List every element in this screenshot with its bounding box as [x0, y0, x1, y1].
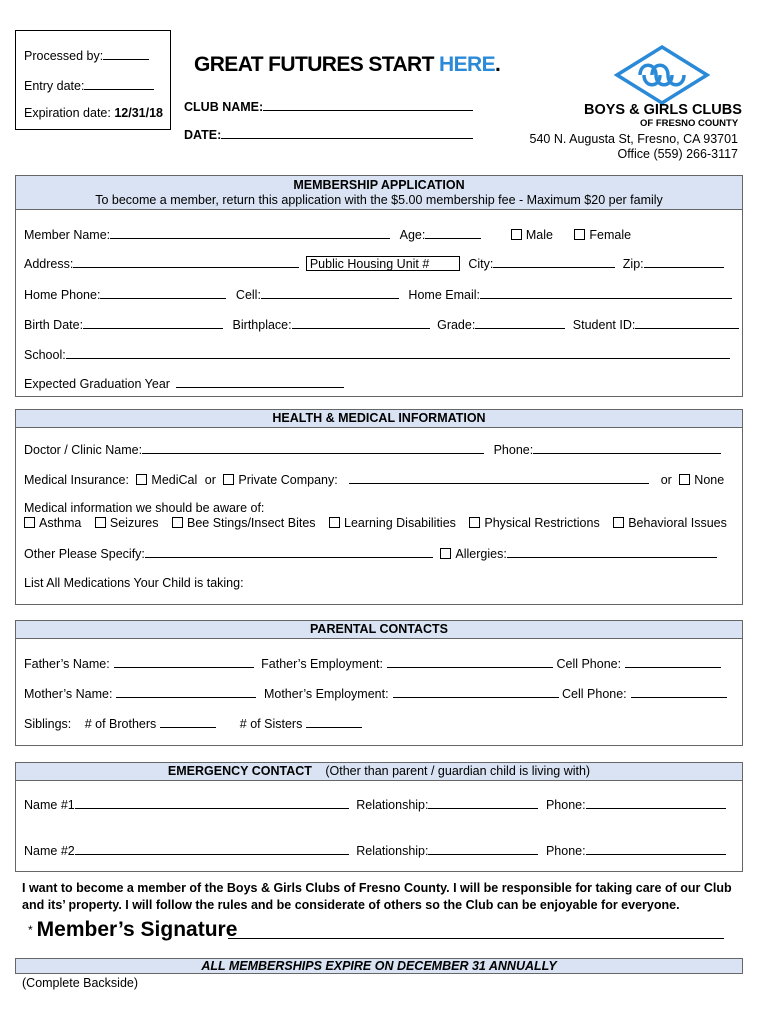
father-row [24, 656, 734, 671]
private-company-checkbox[interactable]: Private Company: [223, 473, 337, 487]
learning-disabilities-checkbox[interactable]: Learning Disabilities [329, 516, 456, 530]
emergency-row-1 [24, 797, 734, 812]
birth-row [24, 317, 734, 332]
school-field[interactable]: School: [24, 347, 734, 362]
address-field[interactable]: Address: [24, 257, 299, 271]
grade-field[interactable]: Grade: [437, 318, 565, 332]
member-name-field[interactable]: Member Name: [24, 228, 390, 242]
membership-statement: I want to become a member of the Boys & Girls Clubs of Fresno County. I will be responsible for taking care of our Club and its’ property. I will follow the rules and be considerate of others so the Club can be enjoyable for everyone. [22, 881, 732, 912]
medications-field[interactable]: List All Medications Your Child is taking: [24, 576, 244, 590]
insurance-label: Medical Insurance: [24, 473, 129, 487]
mother-row [24, 686, 734, 701]
allergies-field[interactable]: Allergies: [440, 547, 716, 561]
private-company-line[interactable] [349, 472, 649, 484]
doctor-field[interactable]: Doctor / Clinic Name: [24, 443, 484, 457]
required-star: * [28, 923, 33, 938]
conditions-row [24, 516, 734, 530]
public-housing-field[interactable]: Public Housing Unit # [306, 256, 460, 271]
home-email-field[interactable]: Home Email: [408, 288, 732, 302]
emergency-note: (Other than parent / guardian child is living with) [325, 764, 591, 778]
cell-field[interactable]: Cell: [236, 288, 399, 302]
signature-label: Member’s Signature [36, 918, 238, 941]
medical-checkbox[interactable]: MediCal [136, 473, 197, 487]
emergency-relationship-1-field[interactable]: Relationship: [356, 798, 538, 812]
mother-employment-field[interactable]: Mother’s Employment: [264, 687, 559, 701]
phone-row [24, 287, 734, 302]
mother-name-field[interactable]: Mother’s Name: [24, 687, 256, 701]
member-name-row [24, 227, 734, 242]
father-employment-field[interactable]: Father’s Employment: [261, 657, 553, 671]
entry-date-field[interactable]: Entry date: [24, 77, 154, 93]
mother-cell-field[interactable]: Cell Phone: [562, 687, 727, 701]
or-label-2: or [660, 473, 672, 487]
club-name-field[interactable]: CLUB NAME: [184, 98, 473, 114]
emergency-header [16, 763, 742, 781]
other-row [24, 546, 734, 561]
doctor-row [24, 442, 734, 457]
home-phone-field[interactable]: Home Phone: [24, 288, 226, 302]
office-use-box [15, 30, 171, 130]
signature-line[interactable] [228, 938, 724, 939]
female-checkbox[interactable]: Female [574, 228, 631, 242]
emergency-name-1-field[interactable]: Name #1 [24, 798, 349, 812]
behavioral-issues-checkbox[interactable]: Behavioral Issues [613, 516, 727, 530]
org-sub: OF FRESNO COUNTY [640, 118, 739, 129]
birthplace-field[interactable]: Birthplace: [233, 318, 430, 332]
other-specify-field[interactable]: Other Please Specify: [24, 547, 433, 561]
birth-date-field[interactable]: Birth Date: [24, 318, 223, 332]
membership-subtitle: To become a member, return this application with the $5.00 membership fee - Maximum $20 per family [95, 193, 663, 207]
emergency-phone-2-field[interactable]: Phone: [546, 844, 726, 858]
male-checkbox[interactable]: Male [511, 228, 553, 242]
address-row [24, 256, 734, 271]
insurance-row [24, 472, 734, 487]
emergency-phone-1-field[interactable]: Phone: [546, 798, 726, 812]
siblings-label: Siblings: [24, 717, 72, 731]
org-address: 540 N. Augusta St, Fresno, CA 93701 [529, 132, 738, 146]
bee-stings-checkbox[interactable]: Bee Stings/Insect Bites [172, 516, 316, 530]
seizures-checkbox[interactable]: Seizures [95, 516, 159, 530]
health-section [15, 409, 743, 605]
emergency-title: EMERGENCY CONTACT [167, 764, 312, 778]
city-field[interactable]: City: [468, 257, 615, 271]
emergency-row-2 [24, 843, 734, 858]
complete-backside-note: (Complete Backside) [22, 976, 139, 990]
parental-section [15, 620, 743, 746]
physical-restrictions-checkbox[interactable]: Physical Restrictions [469, 516, 599, 530]
membership-section [15, 175, 743, 397]
boys-girls-clubs-logo [614, 44, 710, 106]
expected-grad-field[interactable]: Expected Graduation Year [24, 376, 734, 391]
aware-label: Medical information we should be aware of: [24, 501, 265, 515]
emergency-name-2-field[interactable]: Name #2 [24, 844, 349, 858]
none-checkbox[interactable]: None [679, 473, 724, 487]
asthma-checkbox[interactable]: Asthma [24, 516, 81, 530]
emergency-relationship-2-field[interactable]: Relationship: [356, 844, 538, 858]
processed-by-field[interactable]: Processed by: [24, 47, 149, 63]
expiration-date: Expiration date: 12/31/18 [24, 106, 164, 120]
student-id-field[interactable]: Student ID: [573, 318, 740, 332]
org-name: BOYS & GIRLS CLUBS [584, 102, 742, 118]
parental-title: PARENTAL CONTACTS [16, 621, 742, 639]
membership-title: MEMBERSHIP APPLICATION [293, 178, 465, 192]
father-cell-field[interactable]: Cell Phone: [556, 657, 721, 671]
age-field[interactable]: Age: [400, 228, 482, 242]
date-field[interactable]: DATE: [184, 126, 473, 142]
zip-field[interactable]: Zip: [623, 257, 724, 271]
membership-header [16, 176, 742, 210]
sisters-field[interactable]: # of Sisters [240, 717, 363, 731]
or-label: or [204, 473, 216, 487]
siblings-row [24, 716, 734, 731]
tagline: GREAT FUTURES START HERE. [194, 53, 501, 76]
expiration-notice: ALL MEMBERSHIPS EXPIRE ON DECEMBER 31 ANNUALLY [15, 958, 743, 974]
signature-row [28, 918, 237, 942]
doctor-phone-field[interactable]: Phone: [494, 443, 722, 457]
emergency-section [15, 762, 743, 872]
org-phone: Office (559) 266-3117 [617, 147, 738, 161]
health-title: HEALTH & MEDICAL INFORMATION [16, 410, 742, 428]
brothers-field[interactable]: # of Brothers [85, 717, 217, 731]
father-name-field[interactable]: Father’s Name: [24, 657, 254, 671]
